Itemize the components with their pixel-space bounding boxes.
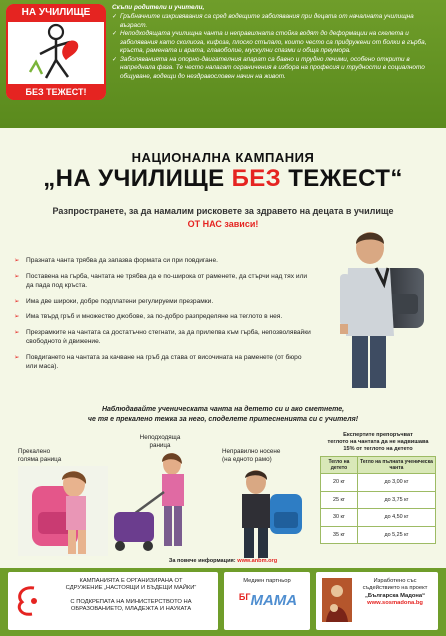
made-link[interactable]: www.sosmadona.bg xyxy=(367,600,423,607)
weight-table xyxy=(320,456,436,544)
child-with-backpack-icon xyxy=(26,22,86,82)
madonna-painting-icon xyxy=(322,578,352,622)
photo-caption-unsuitable: Неподходяща раница xyxy=(139,434,181,449)
made-line-3: „Българска Мадона“ xyxy=(364,592,426,599)
boy-with-backpack-photo xyxy=(318,224,438,394)
media-partner-label: Медиен партньор xyxy=(243,578,291,584)
top-banner xyxy=(0,0,446,128)
tip-item: ➢ Празната чанта трябва да запазва формата си при повдигане. xyxy=(14,256,314,265)
intro-item: ✓ Неподходящата училищна чанта и неправилната стойка водят до деформации на скелета и заболявания като сколиоза, кифоза, плоско стъпало, които често са придружени от болки в гърба, кръста, рамената и врата, главоболие, мускулни спазми и обща преумора. xyxy=(112,30,438,55)
made-with-box xyxy=(316,572,438,630)
recommendation-title: Експертите препоръчват теглото на чантата да не надвишава 15% от теглото на детето xyxy=(327,432,429,452)
tip-item: ➢ Поставена на гърба, чантата не трябва да е по-широка от раменете, да стърчи над тях или да пада под кръста. xyxy=(14,272,314,290)
tip-item: ➢ Има две широки, добре подплатени регулируеми презрамки. xyxy=(14,297,314,306)
footer xyxy=(0,568,446,636)
org-line-4: ОБРАЗОВАНИЕТО, МЛАДЕЖТА И НАУКАТА xyxy=(70,606,192,613)
org-line-2: СДРУЖЕНИЕ „НАСТОЯЩИ И БЪДЕЩИ МАЙКИ“ xyxy=(65,585,197,592)
weight-recommendation xyxy=(320,432,436,554)
col-header-child-weight: Тегло на детето xyxy=(321,457,358,474)
tip-item: ➢ Има твърд гръб и множество джобове, за по-добро разпределяне на теглото в нея. xyxy=(14,312,314,321)
title-part-1: „НА УЧИЛИЩЕ xyxy=(43,165,232,192)
intro-item: ✓ Гръбначните изкривявания са сред водещите заболявания при децата от началната училищна възраст. xyxy=(112,13,438,30)
media-partner-box xyxy=(224,572,310,630)
boy-one-shoulder-photo xyxy=(216,470,312,558)
intro-greeting: Скъпи родители и учители, xyxy=(112,4,205,11)
girl-trolley-bag-photo xyxy=(110,452,210,556)
logo-bottom-text: БЕЗ ТЕЖЕСТ! xyxy=(6,84,106,100)
callout-line-1: Наблюдавайте ученическата чанта на детето си и ако сметнете, xyxy=(101,406,345,413)
page-title xyxy=(0,165,446,193)
photo-caption-too-big: Прекалено голяма раница xyxy=(18,448,62,463)
made-line-1: Изработено със xyxy=(373,578,417,584)
table-row: 20 кг до 3,00 кг xyxy=(321,474,436,492)
tip-item: ➢ Повдигането на чантата за качване на гръб да става от височината на раменете (от бюро или маса). xyxy=(14,353,314,371)
col-header-bag-weight: Тегло на пълната ученическа чанта xyxy=(357,457,435,474)
organizer-box xyxy=(8,572,218,630)
table-row: 25 кг до 3,75 кг xyxy=(321,491,436,509)
more-info-link[interactable]: www.anbm.org xyxy=(237,558,278,564)
callout-line-2: че тя е прекалено тежка за него, споделете притесненията си с учителя! xyxy=(87,416,359,423)
org-line-3: С ПОДКРЕПАТА НА МИНИСТЕРСТВОТО НА xyxy=(70,598,192,605)
table-row: 35 кг до 5,25 кг xyxy=(321,526,436,544)
title-part-3: ТЕЖЕСТ“ xyxy=(281,165,403,192)
made-line-2: съдействието на проект xyxy=(362,585,428,592)
more-info xyxy=(0,558,446,564)
photo-caption-wrong-carry: Неправилно носене (на едното рамо) xyxy=(222,448,281,463)
logo-top-text: НА УЧИЛИЩЕ xyxy=(6,4,106,22)
intro-text xyxy=(112,4,438,81)
tips-list xyxy=(14,256,314,378)
intro-list xyxy=(112,13,438,81)
campaign-logo xyxy=(6,4,106,100)
intro-item: ✓ Заболяванията на опорно-двигателния апарат са бавно и трудно лечими, особено открити в напреднала фаза. Те често налагат ограничения в избора на професия и трудности в социалното общуване, водещи до нездравословен начин на живот. xyxy=(112,56,438,81)
girl-large-backpack-photo xyxy=(18,466,108,556)
title-part-2: БЕЗ xyxy=(231,165,282,192)
campaign-label: НАЦИОНАЛНА КАМПАНИЯ xyxy=(131,150,315,165)
more-info-label: За повече информация: xyxy=(168,558,236,564)
callout-text xyxy=(0,405,446,425)
org-line-1: КАМПАНИЯТА Е ОРГАНИЗИРАНА ОТ xyxy=(79,578,183,584)
subtitle: Разпространете, за да намалим рисковете за здравето на децата в училище xyxy=(52,206,394,216)
table-row: 30 кг до 4,50 кг xyxy=(321,509,436,527)
tip-item: ➢ Презрамките на чантата са достатъчно стегнати, за да прилепва към гърба, непозволявайки свободното ѝ движение. xyxy=(14,328,314,346)
bgmama-logo: $^{БГ}$МАМА xyxy=(238,592,298,609)
subtitle-emphasis: ОТ НАС зависи! xyxy=(187,219,259,229)
association-logo-icon xyxy=(14,584,44,618)
